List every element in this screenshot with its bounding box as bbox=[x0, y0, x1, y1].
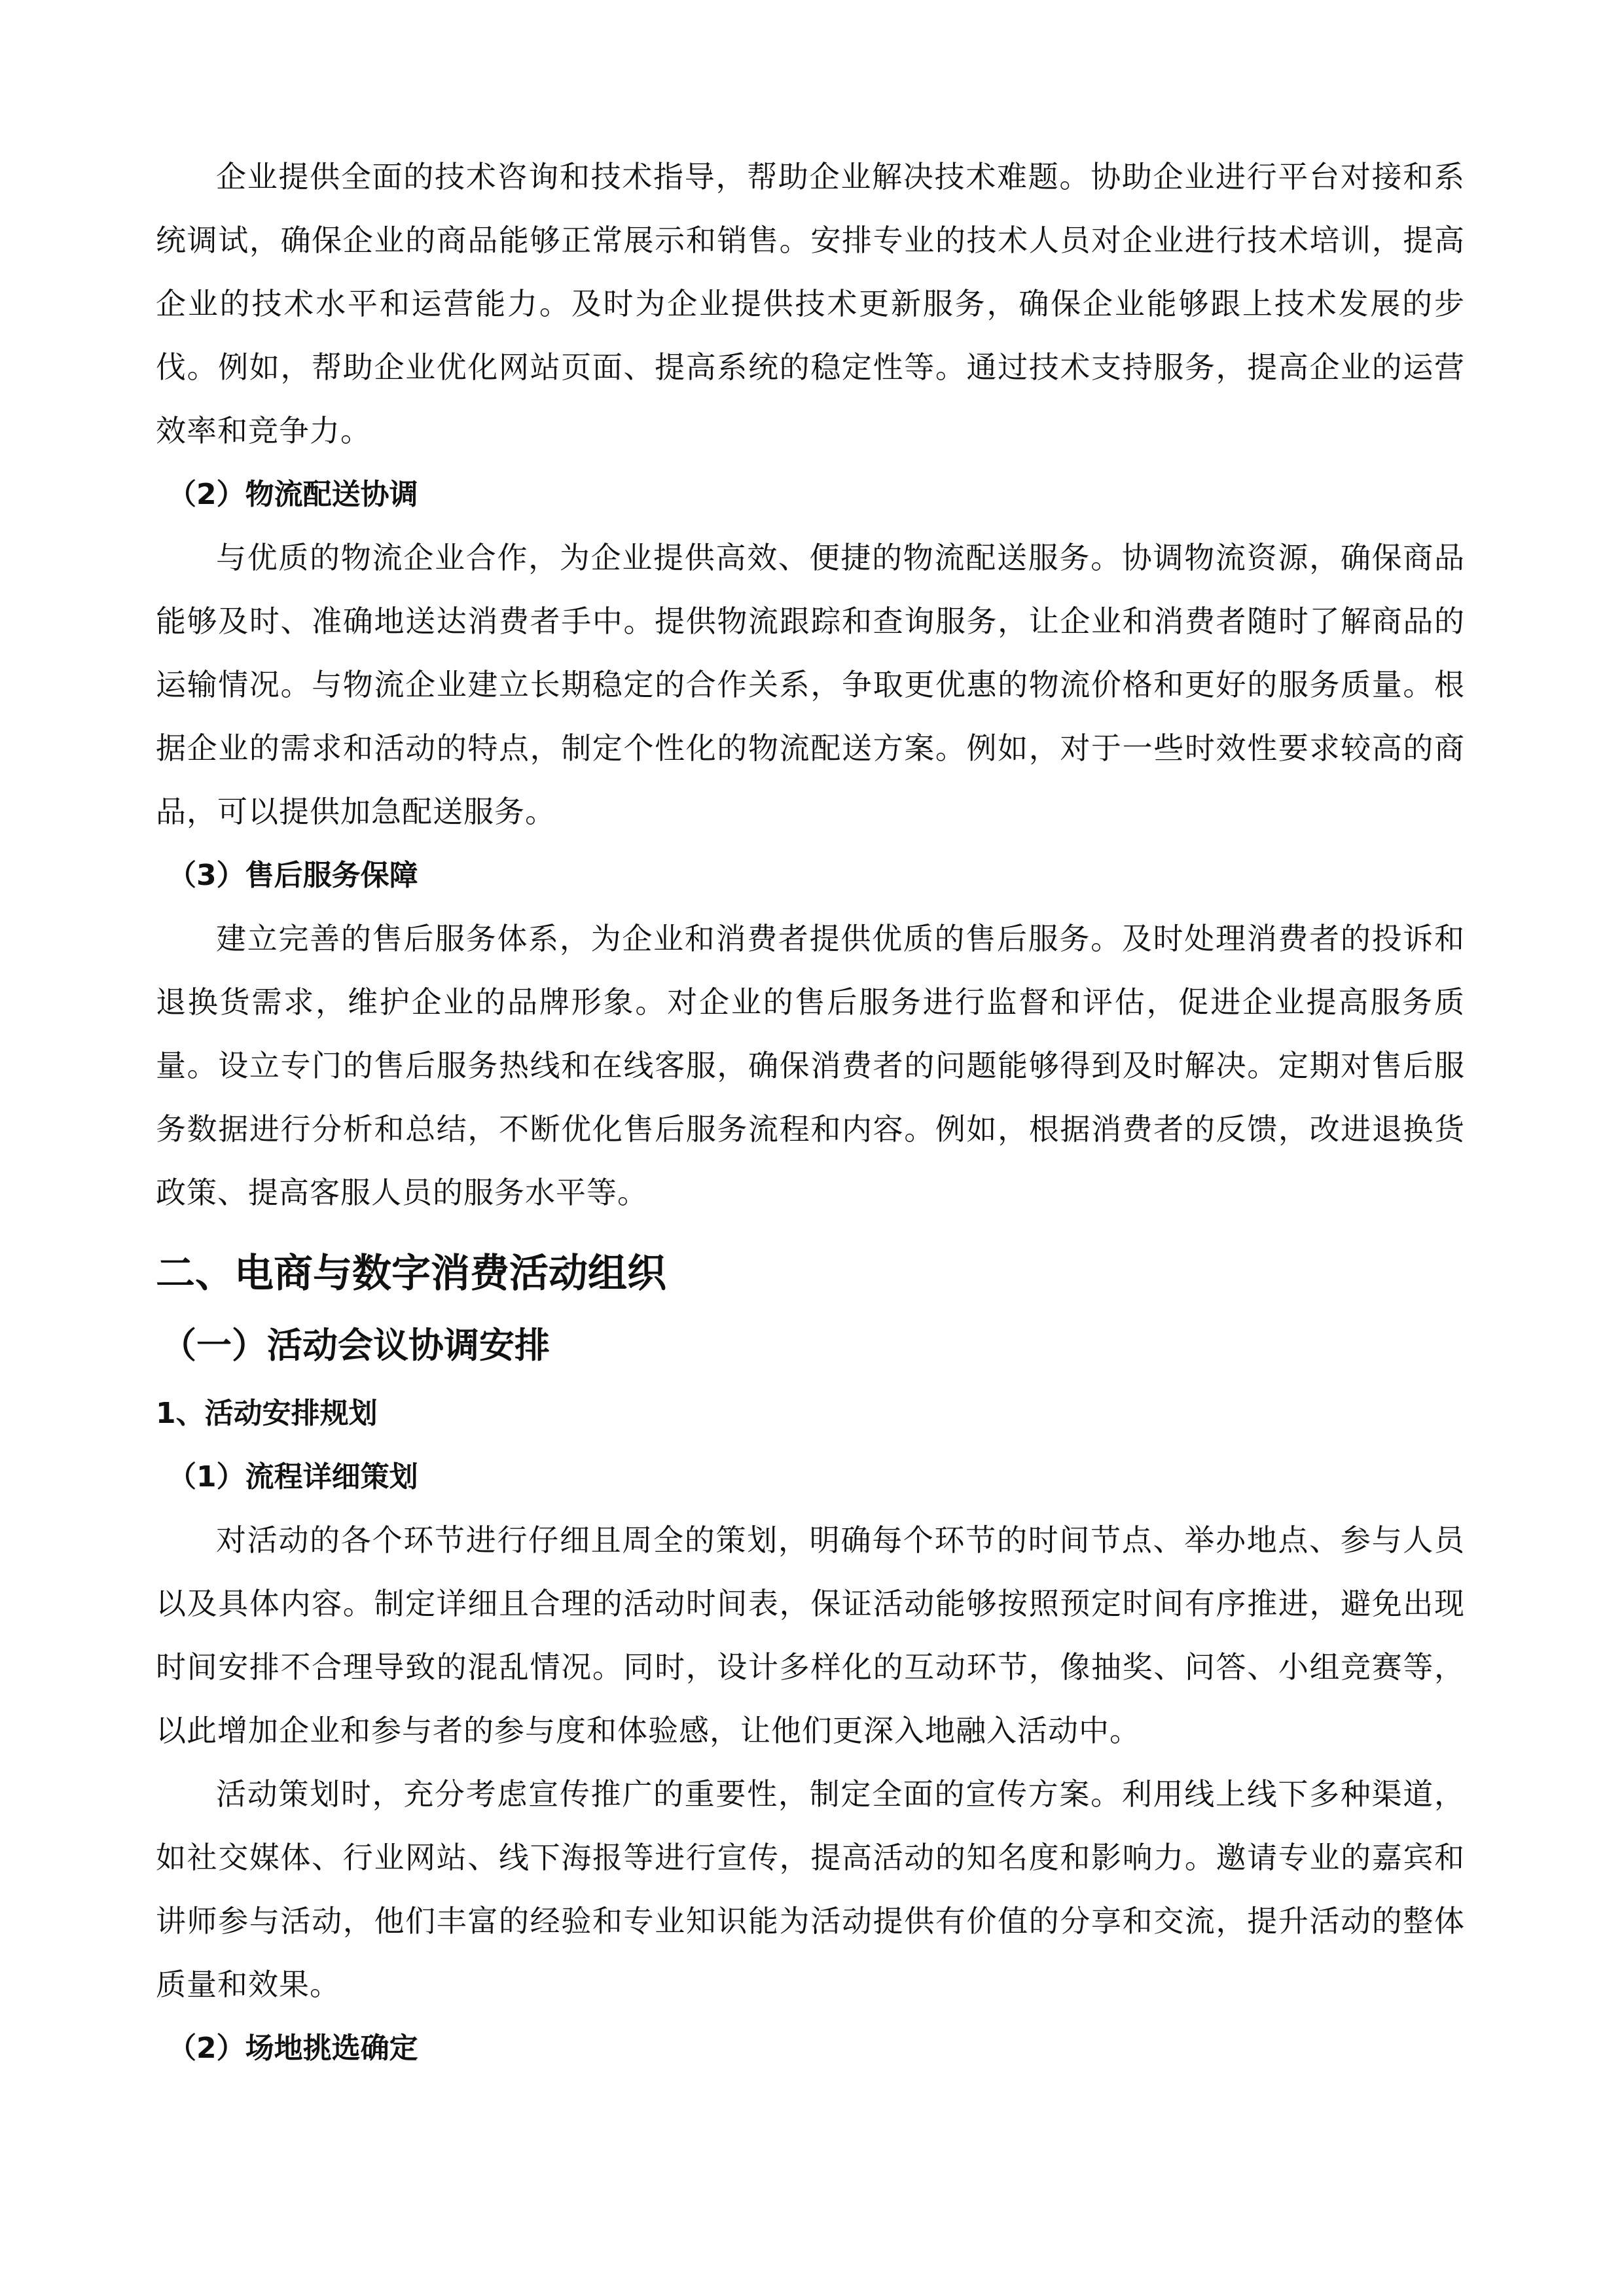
paragraph-process-planning: 对活动的各个环节进行仔细且周全的策划，明确每个环节的时间节点、举办地点、参与人员以及具体内容。制定详细且合理的活动时间表，保证活动能够按照预定时间有序推进，避免出现时间安排不合理导致的混乱情况。同时，设计多样化的互动环节，像抽奖、问答、小组竞赛等，以此增加企业和参与者的参与度和体验感，让他们更深入地融入活动中。 bbox=[156, 1522, 1465, 1748]
heading-logistics: （2）物流配送协调 bbox=[168, 478, 418, 511]
paragraph-promotion: 活动策划时，充分考虑宣传推广的重要性，制定全面的宣传方案。利用线上线下多种渠道，如社交媒体、行业网站、线下海报等进行宣传，提高活动的知名度和影响力。邀请专业的嘉宾和讲师参与活动，他们丰富的经验和专业知识能为活动提供有价值的分享和交流，提升活动的整体质量和效果。 bbox=[156, 1776, 1465, 2002]
heading-process-planning: （1）流程详细策划 bbox=[168, 1460, 418, 1494]
heading-section-2: 二、电商与数字消费活动组织 bbox=[156, 1251, 666, 1297]
heading-venue-selection: （2）场地挑选确定 bbox=[168, 2032, 418, 2065]
heading-aftersales: （3）售后服务保障 bbox=[168, 859, 418, 892]
heading-item-1: 1、活动安排规划 bbox=[156, 1397, 378, 1430]
heading-subsection-1: （一）活动会议协调安排 bbox=[161, 1325, 550, 1366]
paragraph-tech-support: 企业提供全面的技术咨询和技术指导，帮助企业解决技术难题。协助企业进行平台对接和系统调试，确保企业的商品能够正常展示和销售。安排专业的技术人员对企业进行技术培训，提高企业的技术水平和运营能力。及时为企业提供技术更新服务，确保企业能够跟上技术发展的步伐。例如，帮助企业优化网站页面、提高系统的稳定性等。通过技术支持服务，提高企业的运营效率和竞争力。 bbox=[156, 159, 1465, 448]
document-body bbox=[156, 145, 1465, 2080]
paragraph-logistics: 与优质的物流企业合作，为企业提供高效、便捷的物流配送服务。协调物流资源，确保商品能够及时、准确地送达消费者手中。提供物流跟踪和查询服务，让企业和消费者随时了解商品的运输情况。与物流企业建立长期稳定的合作关系，争取更优惠的物流价格和更好的服务质量。根据企业的需求和活动的特点，制定个性化的物流配送方案。例如，对于一些时效性要求较高的商品，可以提供加急配送服务。 bbox=[156, 540, 1465, 829]
paragraph-aftersales: 建立完善的售后服务体系，为企业和消费者提供优质的售后服务。及时处理消费者的投诉和退换货需求，维护企业的品牌形象。对企业的售后服务进行监督和评估，促进企业提高服务质量。设立专门的售后服务热线和在线客服，确保消费者的问题能够得到及时解决。定期对售后服务数据进行分析和总结，不断优化售后服务流程和内容。例如，根据消费者的反馈，改进退换货政策、提高客服人员的服务水平等。 bbox=[156, 921, 1465, 1210]
